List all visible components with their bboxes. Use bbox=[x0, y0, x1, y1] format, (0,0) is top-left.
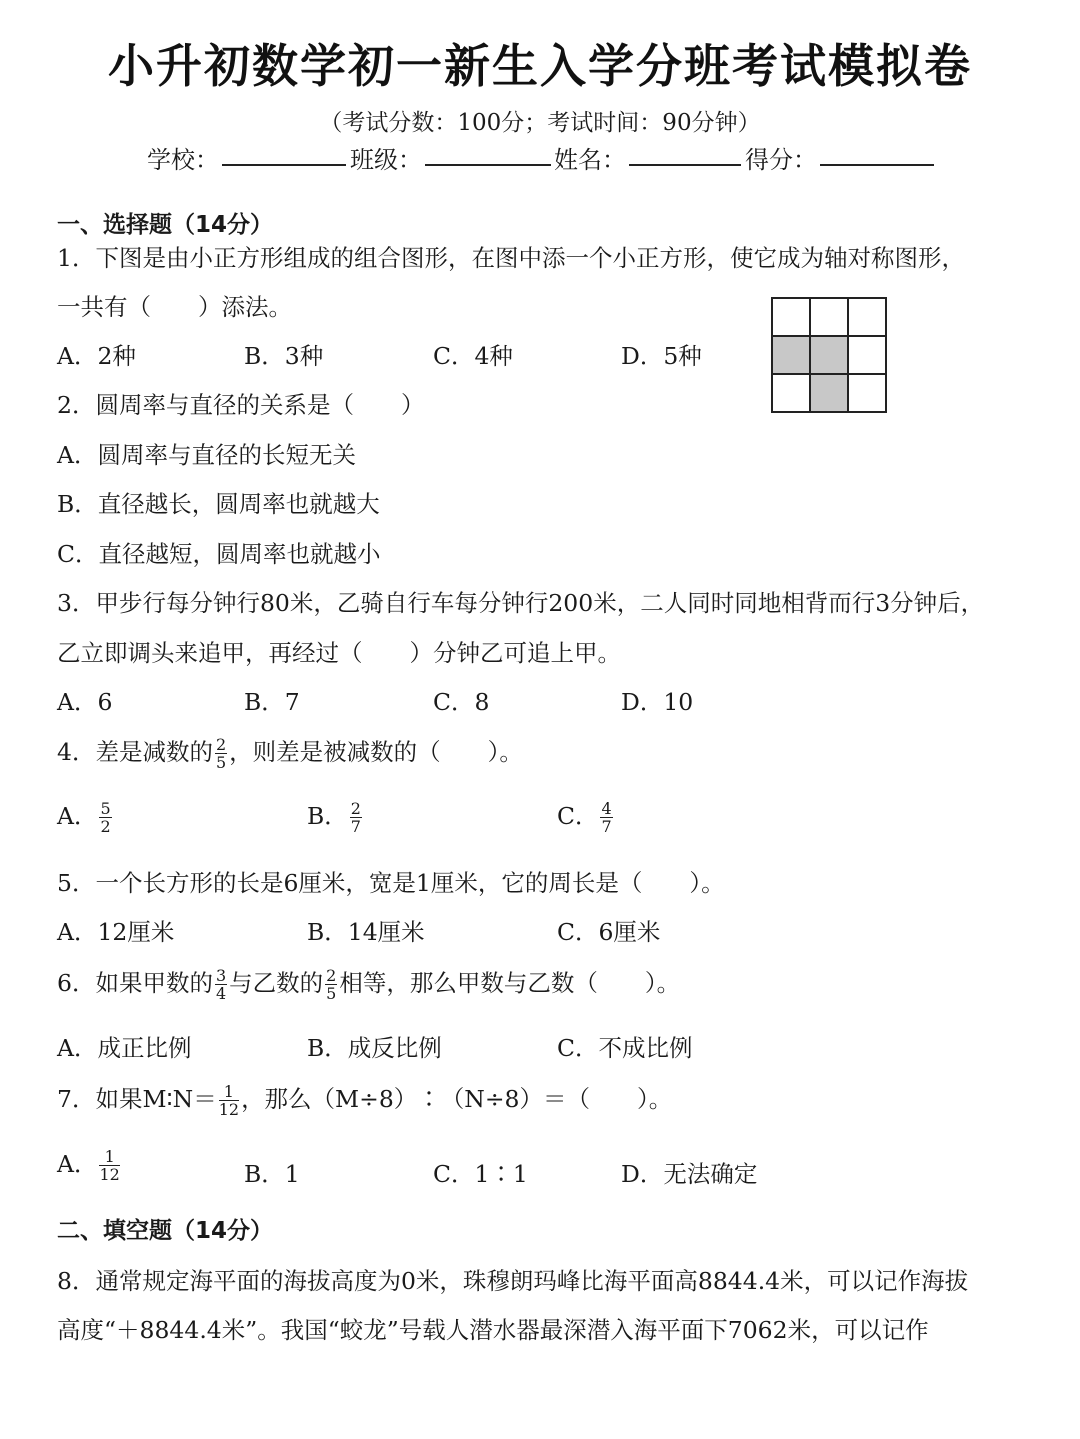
q7-option-b: B．1 bbox=[244, 1160, 300, 1188]
q8-line-2: 高度“＋8844.4米”。我国“蛟龙”号载人潜水器最深潜入海平面下7062米，可以记作 bbox=[57, 1316, 929, 1344]
q6-stem: 6．如果甲数的 $\frac{3}{4}$ 与乙数的 $\frac{2}{5}$ 相等，那么甲数与乙数（ ）。 bbox=[57, 966, 681, 1003]
field-name-label: 姓名： bbox=[554, 146, 626, 174]
q3-option-c: C．8 bbox=[433, 688, 490, 716]
grid-cell bbox=[848, 298, 886, 336]
q7-option-a: A． $\frac{1}{12}$ bbox=[57, 1147, 120, 1184]
section-2-heading: 二、填空题（14分） bbox=[57, 1218, 274, 1244]
fraction: $\frac{2}{5}$ bbox=[215, 735, 227, 772]
field-score-label: 得分： bbox=[745, 146, 817, 174]
exam-subtitle: （考试分数：100分；考试时间：90分钟） bbox=[319, 110, 761, 136]
q1-option-c: C．4种 bbox=[433, 342, 513, 370]
field-name-blank[interactable] bbox=[629, 164, 741, 166]
q3-option-a: A．6 bbox=[57, 688, 113, 716]
q6-option-b: B．成反比例 bbox=[307, 1034, 442, 1062]
q2-option-b: B．直径越长，圆周率也就越大 bbox=[57, 490, 380, 518]
grid-cell bbox=[772, 374, 810, 412]
q2-stem: 2．圆周率与直径的关系是（ ） bbox=[57, 391, 425, 419]
q5-option-b: B．14厘米 bbox=[307, 918, 425, 946]
field-score-blank[interactable] bbox=[820, 164, 934, 166]
grid-cell bbox=[772, 298, 810, 336]
field-class-label: 班级： bbox=[350, 146, 422, 174]
grid-cell-shaded bbox=[772, 336, 810, 374]
exam-title: 小升初数学初一新生入学分班考试模拟卷 bbox=[108, 39, 972, 93]
q5-option-a: A．12厘米 bbox=[57, 918, 175, 946]
q1-option-a: A．2种 bbox=[57, 342, 136, 370]
q7-option-c: C．1∶1 bbox=[433, 1160, 528, 1188]
q3-line-2: 乙立即调头来追甲，再经过（ ）分钟乙可追上甲。 bbox=[57, 639, 621, 667]
q1-option-d: D．5种 bbox=[621, 342, 702, 370]
q4-stem: 4．差是减数的 $\frac{2}{5}$ ，则差是被减数的（ ）。 bbox=[57, 735, 523, 772]
field-school-label: 学校： bbox=[147, 146, 219, 174]
grid-cell bbox=[810, 298, 848, 336]
q3-option-b: B．7 bbox=[244, 688, 300, 716]
q2-option-a: A．圆周率与直径的长短无关 bbox=[57, 441, 356, 469]
q3-option-d: D．10 bbox=[621, 688, 694, 716]
q6-option-a: A．成正比例 bbox=[57, 1034, 192, 1062]
field-school-blank[interactable] bbox=[222, 164, 346, 166]
q4-option-b: B． $\frac{2}{7}$ bbox=[307, 799, 361, 836]
q2-option-c: C．直径越短，圆周率也就越小 bbox=[57, 540, 381, 568]
q7-stem: 7．如果M∶N＝ $\frac{1}{12}$ ，那么（M÷8）∶（N÷8）＝（ ）。 bbox=[57, 1082, 673, 1119]
q3-line-1: 3．甲步行每分钟行80米，乙骑自行车每分钟行200米，二人同时同地相背而行3分钟后， bbox=[57, 589, 985, 617]
q6-option-c: C．不成比例 bbox=[557, 1034, 693, 1062]
grid-cell bbox=[848, 374, 886, 412]
grid-cell-shaded bbox=[810, 336, 848, 374]
grid-cell bbox=[848, 336, 886, 374]
q1-option-b: B．3种 bbox=[244, 342, 324, 370]
q1-line-2: 一共有（ ）添法。 bbox=[57, 293, 292, 321]
q1-line-1: 1．下图是由小正方形组成的组合图形，在图中添一个小正方形，使它成为轴对称图形， bbox=[57, 244, 965, 272]
section-1-heading: 一、选择题（14分） bbox=[57, 212, 274, 238]
q5-option-c: C．6厘米 bbox=[557, 918, 661, 946]
q5-stem: 5．一个长方形的长是6厘米，宽是1厘米，它的周长是（ ）。 bbox=[57, 869, 725, 897]
q4-option-c: C． $\frac{4}{7}$ bbox=[557, 799, 612, 836]
q8-line-1: 8．通常规定海平面的海拔高度为0米，珠穆朗玛峰比海平面高8844.4米，可以记作海拔 bbox=[57, 1267, 969, 1295]
q1-square-grid-figure bbox=[771, 297, 887, 414]
field-class-blank[interactable] bbox=[425, 164, 551, 166]
grid-cell-shaded bbox=[810, 374, 848, 412]
q7-option-d: D．无法确定 bbox=[621, 1160, 758, 1188]
q4-option-a: A． $\frac{5}{2}$ bbox=[57, 799, 111, 836]
